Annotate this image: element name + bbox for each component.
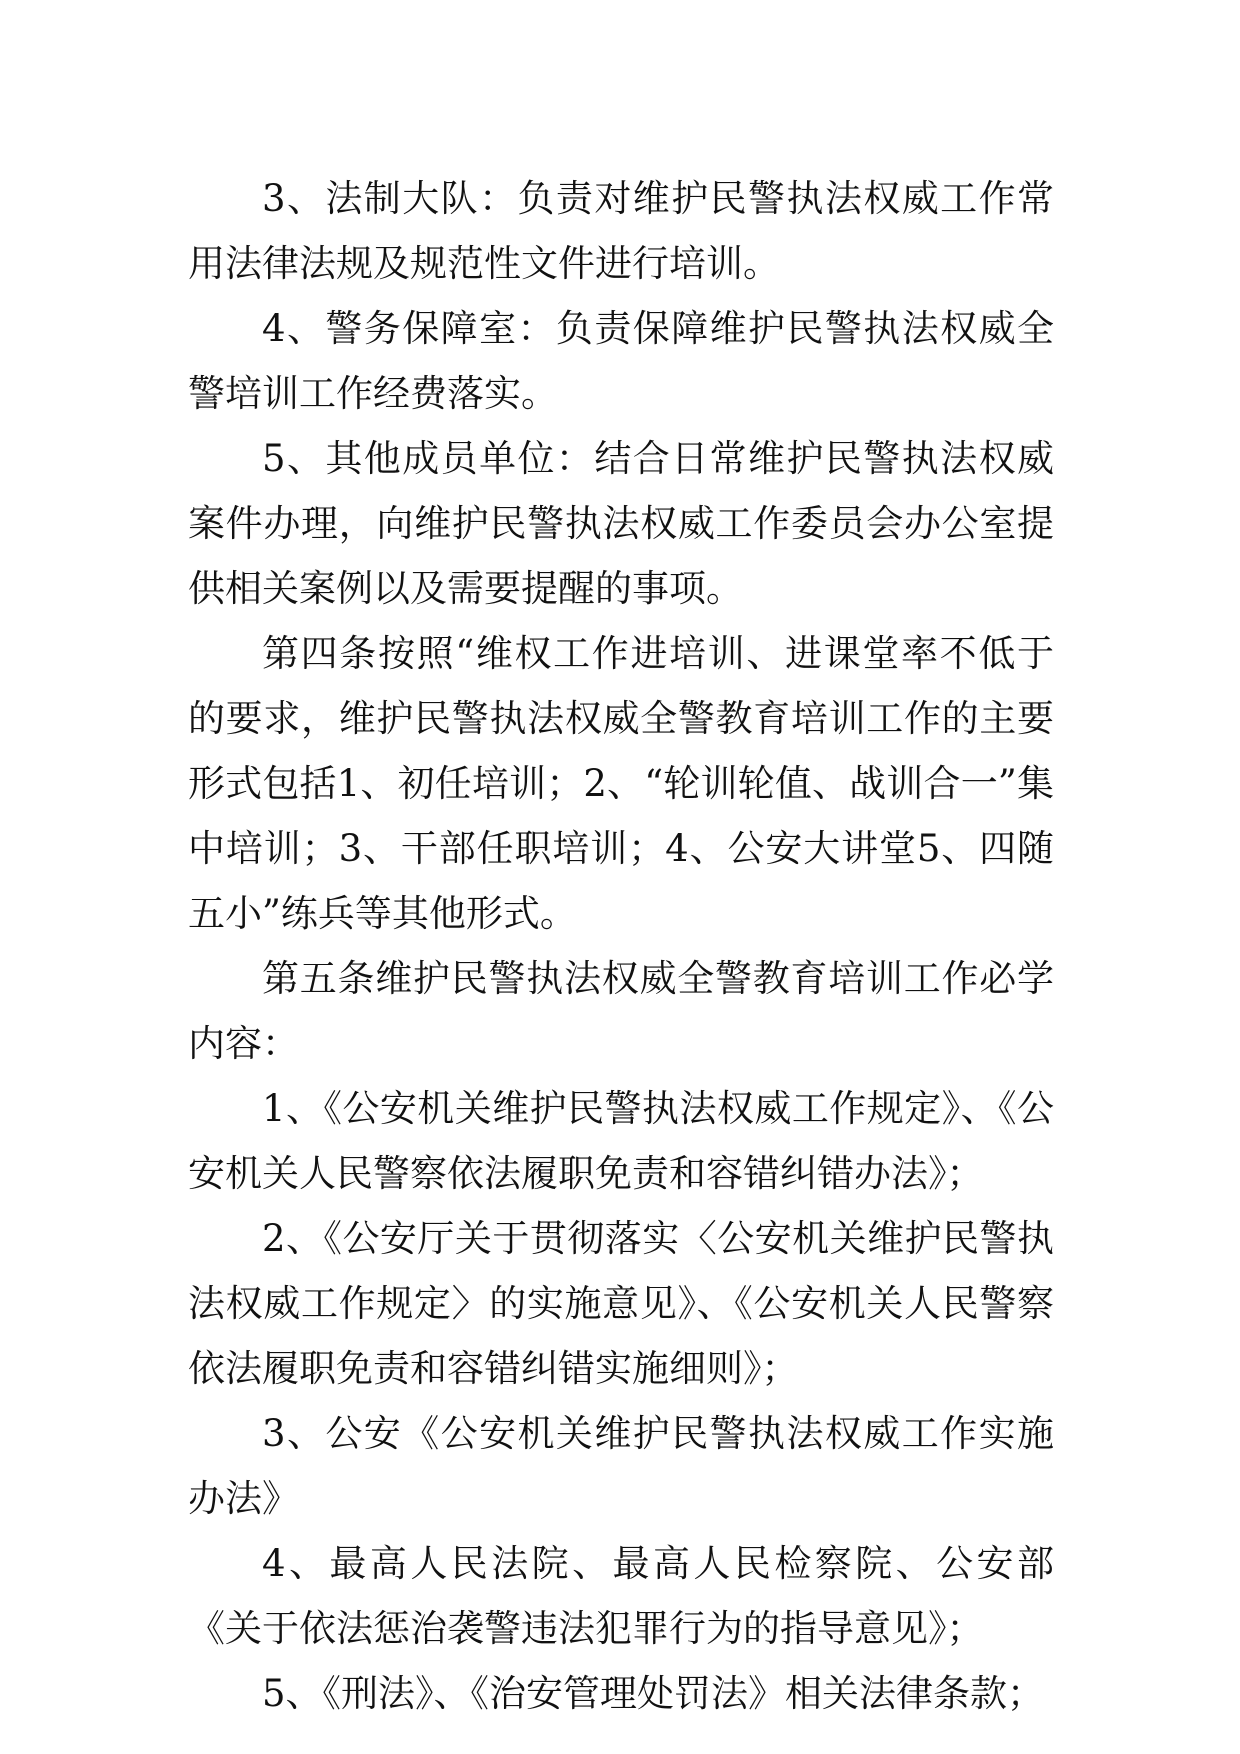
paragraph-article-four: 第四条按照“维权工作进培训、进课堂率不低于的要求，维护民警执法权威全警教育培训工作的主要形式包括1、初任培训；2、“轮训轮值、战训合一”集中培训；3、干部任职培训；4、公安大讲堂5、四随五小”练兵等其他形式。: [188, 632, 1054, 935]
paragraph-logistics-office: 4、警务保障室：负责保障维护民警执法权威全警培训工作经费落实。: [188, 307, 1054, 415]
paragraph-other-units: 5、其他成员单位：结合日常维护民警执法权威案件办理，向维护民警执法权威工作委员会办公室提供相关案例以及需要提醒的事项。: [188, 437, 1054, 610]
list-item-1: 1、《公安机关维护民警执法权威工作规定》、《公安机关人民警察依法履职免责和容错纠错办法》；: [188, 1087, 1054, 1195]
document-body: [188, 166, 1054, 1726]
paragraph-legal-brigade: 3、法制大队：负责对维护民警执法权威工作常用法律法规及规范性文件进行培训。: [188, 177, 1054, 285]
list-item-4: 4、最高人民法院、最高人民检察院、公安部《关于依法惩治袭警违法犯罪行为的指导意见》；: [188, 1542, 1054, 1650]
list-item-2: 2、《公安厅关于贯彻落实〈公安机关维护民警执法权威工作规定〉的实施意见》、《公安机关人民警察依法履职免责和容错纠错实施细则》；: [188, 1217, 1054, 1390]
paragraph-article-five: 第五条维护民警执法权威全警教育培训工作必学内容：: [188, 957, 1054, 1065]
list-item-3: 3、公安《公安机关维护民警执法权威工作实施办法》: [188, 1412, 1054, 1520]
list-item-5: 5、《刑法》、《治安管理处罚法》相关法律条款；: [262, 1672, 1045, 1715]
